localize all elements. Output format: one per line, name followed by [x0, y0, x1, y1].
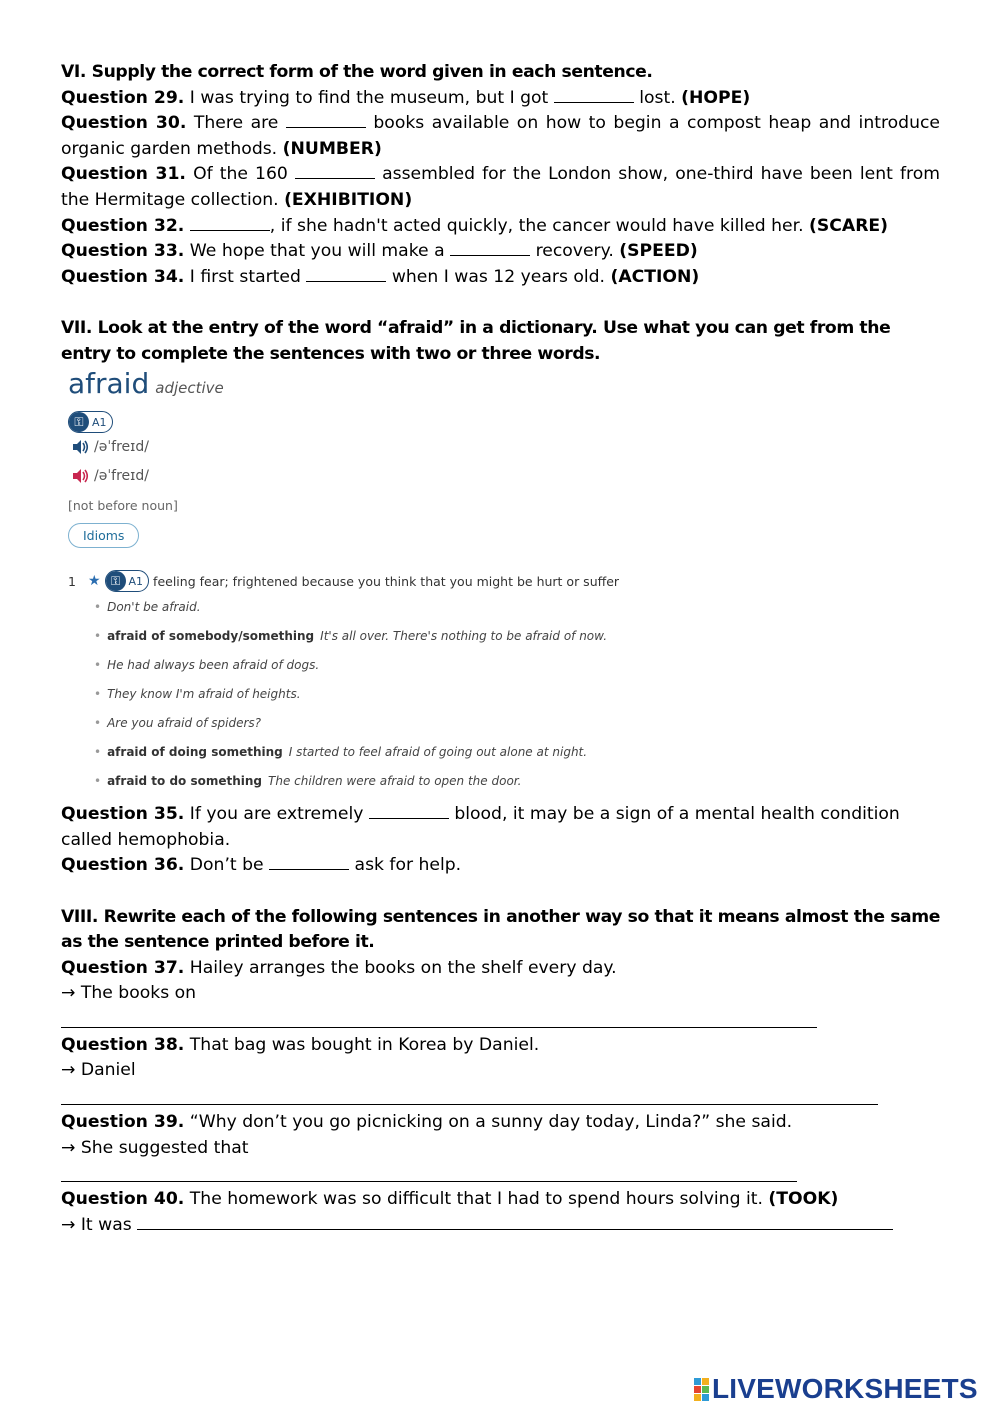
speaker-us-icon[interactable]: [72, 468, 90, 484]
answer-blank-35[interactable]: [369, 804, 449, 819]
liveworksheets-logo: [694, 1373, 978, 1405]
pronunciation-us[interactable]: /əˈfreɪd/: [72, 468, 149, 484]
prompt-38: → Daniel: [61, 1060, 136, 1081]
example-4: • They know I'm afraid of heights.: [94, 687, 301, 702]
answer-line-40[interactable]: [137, 1215, 893, 1230]
question-32: Question 32. , if she hadn't acted quickly, the cancer would have killed her. (SCARE): [61, 215, 889, 236]
answer-blank-34[interactable]: [306, 267, 386, 282]
pronunciation-uk[interactable]: /əˈfreɪd/: [72, 439, 149, 455]
answer-blank-29[interactable]: [554, 88, 634, 103]
speaker-uk-icon[interactable]: [72, 439, 90, 455]
level-badge: ⚿ A1: [68, 411, 113, 433]
example-6: • afraid of doing something I started to feel afraid of going out alone at night.: [94, 745, 588, 760]
answer-blank-36[interactable]: [269, 855, 349, 870]
question-33: Question 33. We hope that you will make a recovery. (SPEED): [61, 241, 698, 262]
question-30: Question 30. There are books available on how to begin a compost heap and introduce organic garden methods. (NUMBER): [61, 113, 940, 159]
example-7: • afraid to do something The children were afraid to open the door.: [94, 774, 522, 789]
example-3: • He had always been afraid of dogs.: [94, 658, 320, 673]
example-1: • Don't be afraid.: [94, 600, 201, 615]
logo-grid-icon: [694, 1378, 709, 1401]
question-38: Question 38. That bag was bought in Korea by Daniel.: [61, 1034, 540, 1055]
prompt-39: → She suggested that: [61, 1137, 249, 1158]
grammar-restriction: [not before noun]: [68, 498, 178, 514]
dictionary-headword: afraid adjective: [68, 367, 224, 401]
question-35: Question 35. If you are extremely blood, it may be a sign of a mental health condition called hemophobia.: [61, 804, 900, 850]
star-icon: ★: [87, 573, 101, 590]
prompt-40: → It was: [61, 1213, 940, 1239]
question-40: Question 40. The homework was so difficult that I had to spend hours solving it. (TOOK): [61, 1189, 839, 1210]
question-29: Question 29. I was trying to find the museum, but I got lost. (HOPE): [61, 87, 751, 108]
question-36: Question 36. Don’t be ask for help.: [61, 855, 462, 876]
answer-line-38[interactable]: [61, 1079, 878, 1105]
question-34: Question 34. I first started when I was 12 years old. (ACTION): [61, 266, 700, 287]
answer-blank-32[interactable]: [190, 216, 270, 231]
question-31: Question 31. Of the 160 assembled for the London show, one-third have been lent from the Hermitage collection. (EXHIBITION): [61, 164, 940, 210]
question-39: Question 39. “Why don’t you go picnicking on a sunny day today, Linda?” she said.: [61, 1112, 793, 1133]
sense-level-badge: ⚿ A1: [105, 570, 150, 592]
worksheet: [61, 60, 940, 1238]
section-7-heading: VII. Look at the entry of the word “afraid” in a dictionary. Use what you can get from the entry to complete the sentences with two or three words.: [61, 317, 891, 364]
section-8-heading: VIII. Rewrite each of the following sentences in another way so that it means almost the same as the sentence printed before it.: [61, 906, 940, 953]
answer-blank-30[interactable]: [286, 113, 366, 128]
logo-text: LIVEWORKSHEETS: [712, 1373, 978, 1404]
example-5: • Are you afraid of spiders?: [94, 716, 262, 731]
answer-blank-31[interactable]: [295, 164, 375, 179]
part-of-speech: adjective: [155, 379, 224, 398]
answer-blank-33[interactable]: [450, 241, 530, 256]
question-37: Question 37. Hailey arranges the books on the shelf every day.: [61, 957, 617, 978]
sense-1: 1 ★ ⚿ A1 feeling fear; frightened because you think that you might be hurt or suffer: [68, 570, 619, 592]
section-6-heading: VI. Supply the correct form of the word given in each sentence.: [61, 62, 653, 82]
oxford-key-icon: ⚿: [106, 571, 126, 591]
prompt-37: → The books on: [61, 983, 197, 1004]
example-2: • afraid of somebody/something It's all over. There's nothing to be afraid of now.: [94, 629, 608, 644]
idioms-button[interactable]: Idioms: [68, 523, 139, 548]
oxford-key-icon: ⚿: [69, 412, 89, 432]
dictionary-entry: [68, 367, 940, 802]
